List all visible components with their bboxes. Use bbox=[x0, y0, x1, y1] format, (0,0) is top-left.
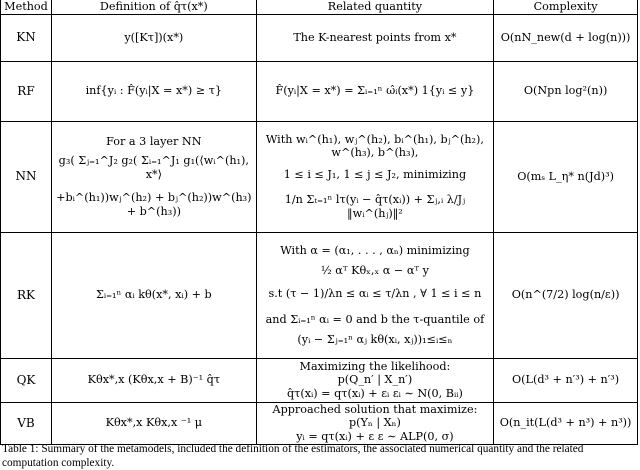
method-cell: VB bbox=[1, 402, 52, 444]
related-line: With wᵢ^(h₁), wⱼ^(h₂), bᵢ^(h₁), bⱼ^(h₂), w^(h₃), b^(h₃), bbox=[265, 132, 484, 160]
related-line: 1 ≤ i ≤ J₁, 1 ≤ j ≤ J₂, minimizing bbox=[283, 167, 467, 181]
related-cell bbox=[256, 121, 494, 232]
table-caption: Table 1: Summary of the metamodels, included the definition of the estimators, the associated numerical quantity and the related computation complexity. bbox=[2, 443, 584, 469]
header-row bbox=[1, 0, 638, 14]
definition-cell: Σᵢ₌₁ⁿ αᵢ kθ(x*, xᵢ) + b bbox=[51, 232, 256, 358]
complexity-cell: O(nN_new(d + log(n))) bbox=[494, 14, 638, 61]
table-row bbox=[1, 232, 638, 358]
method-cell: RF bbox=[1, 61, 52, 121]
related-cell bbox=[256, 358, 494, 402]
related-line: (yᵢ − Σⱼ₌₁ⁿ αⱼ kθ(xᵢ, xⱼ))₁≤ᵢ≤ₙ bbox=[297, 332, 453, 346]
related-line: ½ αᵀ Kθₓ,ₓ α − αᵀ y bbox=[320, 263, 429, 277]
header-definition: Definition of q̂τ(x*) bbox=[51, 0, 256, 14]
related-cell: The K-nearest points from x* bbox=[256, 14, 494, 61]
definition-cell: Kθx*,x Kθx,x ⁻¹ μ bbox=[51, 402, 256, 444]
complexity-cell: O(mₛ L_η* n(Jd)³) bbox=[494, 121, 638, 232]
related-line: s.t (τ − 1)/λn ≤ αᵢ ≤ τ/λn , ∀ 1 ≤ i ≤ n bbox=[268, 287, 482, 301]
definition-line: +bᵢ^(h₁))wⱼ^(h₂) + bⱼ^(h₂))w^(h₃) + b^(h₃)) bbox=[56, 191, 252, 219]
definition-line: For a 3 layer NN bbox=[106, 134, 202, 148]
related-line: With α = (α₁, . . . , αₙ) minimizing bbox=[280, 244, 470, 258]
related-line: p(Q_n′ | X_n′) bbox=[337, 373, 413, 387]
complexity-cell: O(Npn log²(n)) bbox=[494, 61, 638, 121]
method-cell: RK bbox=[1, 232, 52, 358]
table-row bbox=[1, 358, 638, 402]
related-cell bbox=[256, 232, 494, 358]
definition-line: g₃( Σⱼ₌₁^J₂ g₂( Σᵢ₌₁^J₁ g₁(⟨wᵢ^(h₁), x*⟩ bbox=[58, 154, 249, 181]
header-related: Related quantity bbox=[256, 0, 494, 14]
complexity-cell: O(n_it(L(d³ + n³) + n³)) bbox=[494, 402, 638, 444]
related-line: and Σᵢ₌₁ⁿ αᵢ = 0 and b the τ-quantile of bbox=[265, 312, 485, 326]
related-line: q̂τ(xᵢ) = qτ(xᵢ) + εᵢ εᵢ ∼ N(0, Bᵢᵢ) bbox=[286, 386, 463, 400]
related-cell bbox=[256, 402, 494, 444]
complexity-cell: O(n^(7/2) log(n/ε)) bbox=[494, 232, 638, 358]
method-cell: KN bbox=[1, 14, 52, 61]
related-line: p(Yₙ | Xₙ) bbox=[349, 416, 401, 430]
definition-cell bbox=[51, 121, 256, 232]
related-line: yᵢ = qτ(xᵢ) + ε ε ∼ ALP(0, σ) bbox=[296, 429, 454, 443]
definition-cell: y([Kτ])(x*) bbox=[51, 14, 256, 61]
related-line: Maximizing the likelihood: bbox=[299, 359, 451, 373]
table-row bbox=[1, 61, 638, 121]
table-row bbox=[1, 14, 638, 61]
table-row bbox=[1, 402, 638, 444]
method-cell: QK bbox=[1, 358, 52, 402]
related-cell: F̂(yᵢ|X = x*) = Σᵢ₌₁ⁿ ω̂ᵢ(x*) 1{yᵢ ≤ y} bbox=[256, 61, 494, 121]
method-cell: NN bbox=[1, 121, 52, 232]
definition-cell: Kθx*,x (Kθx,x + B)⁻¹ q̂τ bbox=[51, 358, 256, 402]
header-complexity: Complexity bbox=[494, 0, 638, 14]
table-row bbox=[1, 121, 638, 232]
related-line: 1/n Σₜ₌₁ⁿ lτ(yᵢ − q̂τ(xᵢ)) + Σⱼ,ᵢ λ/Jⱼ ‖wᵢ^(hⱼ)‖² bbox=[284, 193, 466, 221]
complexity-cell: O(L(d³ + n′³) + n′³) bbox=[494, 358, 638, 402]
definition-cell: inf{yᵢ : F̂(yᵢ|X = x*) ≥ τ} bbox=[51, 61, 256, 121]
header-method: Method bbox=[1, 0, 52, 14]
related-line: Approached solution that maximize: bbox=[272, 402, 478, 416]
